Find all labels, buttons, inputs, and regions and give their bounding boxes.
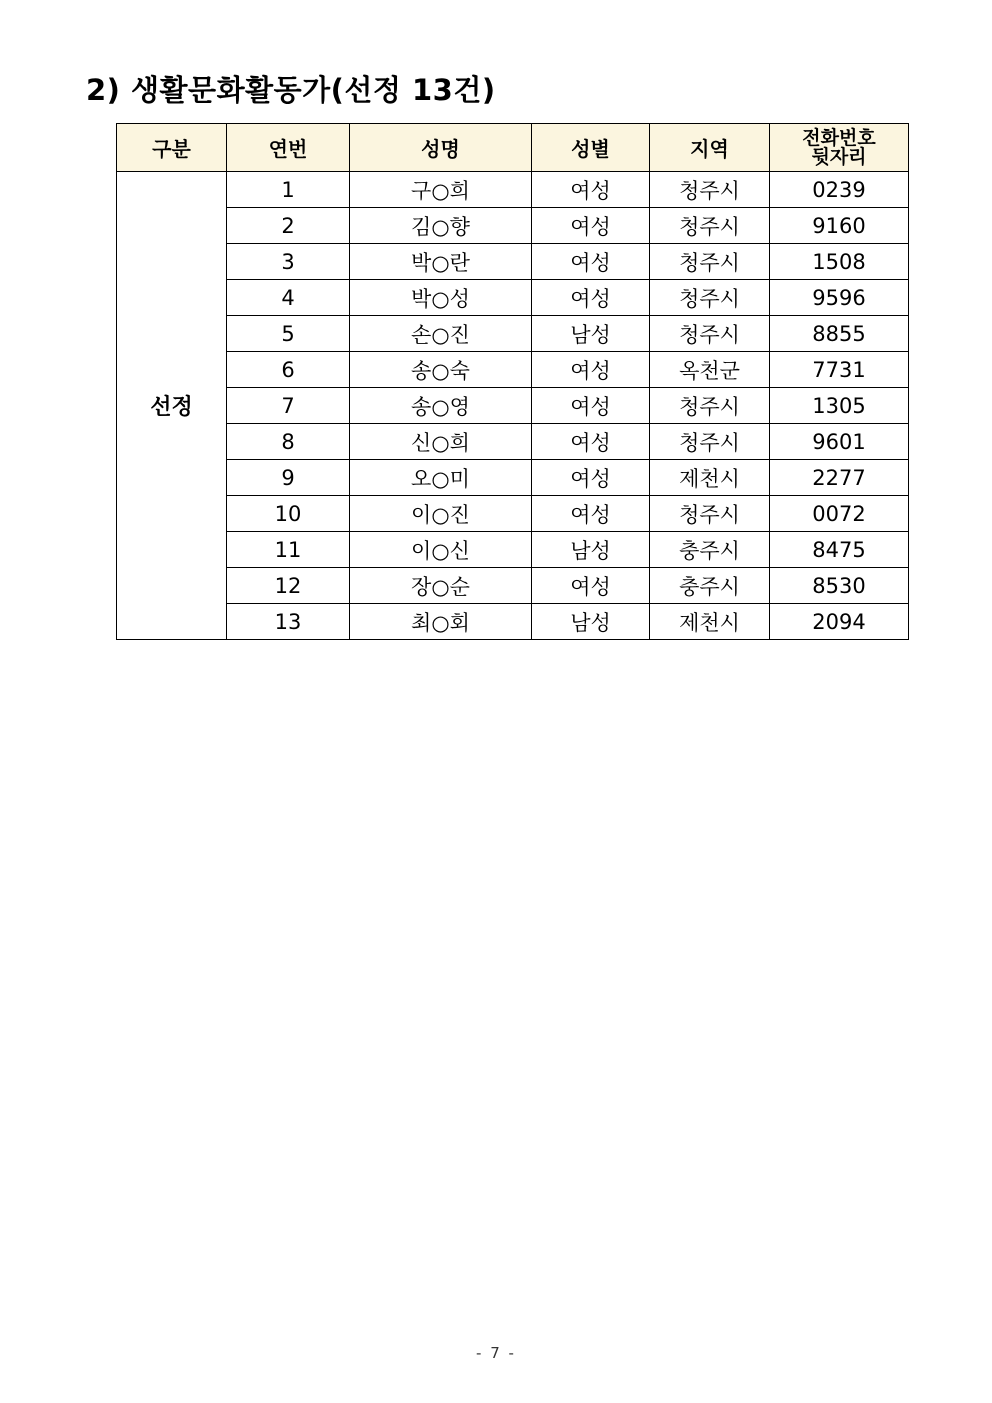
cell-region: 충주시 — [650, 532, 770, 568]
cell-region: 청주시 — [650, 280, 770, 316]
cell-phone: 2277 — [770, 460, 909, 496]
cell-region: 충주시 — [650, 568, 770, 604]
cell-region: 청주시 — [650, 424, 770, 460]
cell-region: 제천시 — [650, 604, 770, 640]
cell-number: 13 — [227, 604, 350, 640]
cell-phone: 7731 — [770, 352, 909, 388]
cell-phone: 0072 — [770, 496, 909, 532]
cell-phone: 1508 — [770, 244, 909, 280]
cell-gender: 남성 — [532, 316, 650, 352]
header-number: 연번 — [227, 124, 350, 172]
cell-name: 이○진 — [350, 496, 532, 532]
cell-name: 장○순 — [350, 568, 532, 604]
cell-number: 2 — [227, 208, 350, 244]
cell-phone: 1305 — [770, 388, 909, 424]
table-row — [117, 280, 909, 316]
cell-phone: 9596 — [770, 280, 909, 316]
cell-number: 5 — [227, 316, 350, 352]
cell-number: 12 — [227, 568, 350, 604]
cell-phone: 0239 — [770, 172, 909, 208]
table-row — [117, 496, 909, 532]
table-row — [117, 568, 909, 604]
cell-gender: 여성 — [532, 280, 650, 316]
cell-number: 1 — [227, 172, 350, 208]
cell-region: 청주시 — [650, 208, 770, 244]
cell-gender: 여성 — [532, 208, 650, 244]
page-number: - 7 - — [476, 1344, 516, 1362]
cell-name: 박○성 — [350, 280, 532, 316]
cell-number: 11 — [227, 532, 350, 568]
cell-name: 이○신 — [350, 532, 532, 568]
cell-name: 신○희 — [350, 424, 532, 460]
header-region: 지역 — [650, 124, 770, 172]
cell-number: 10 — [227, 496, 350, 532]
cell-name: 박○란 — [350, 244, 532, 280]
table-row — [117, 532, 909, 568]
category-cell: 선정 — [117, 172, 227, 640]
cell-phone: 8855 — [770, 316, 909, 352]
cell-gender: 여성 — [532, 244, 650, 280]
table-row — [117, 172, 909, 208]
cell-region: 청주시 — [650, 316, 770, 352]
table-row — [117, 352, 909, 388]
cell-name: 손○진 — [350, 316, 532, 352]
cell-name: 최○회 — [350, 604, 532, 640]
cell-phone: 8475 — [770, 532, 909, 568]
header-phone — [770, 124, 909, 172]
header-phone-line2: 뒷자리 — [811, 145, 867, 168]
cell-region: 청주시 — [650, 244, 770, 280]
table-row — [117, 244, 909, 280]
header-gender: 성별 — [532, 124, 650, 172]
cell-number: 7 — [227, 388, 350, 424]
cell-region: 청주시 — [650, 172, 770, 208]
cell-gender: 남성 — [532, 604, 650, 640]
cell-gender: 여성 — [532, 424, 650, 460]
header-phone-line1: 전화번호 — [802, 126, 876, 149]
cell-phone: 2094 — [770, 604, 909, 640]
cell-name: 김○향 — [350, 208, 532, 244]
cell-number: 3 — [227, 244, 350, 280]
cell-name: 구○희 — [350, 172, 532, 208]
cell-name: 송○영 — [350, 388, 532, 424]
cell-region: 제천시 — [650, 460, 770, 496]
table-row — [117, 388, 909, 424]
section-heading: 2) 생활문화활동가(선정 13건) — [86, 73, 496, 107]
cell-region: 청주시 — [650, 388, 770, 424]
header-name: 성명 — [350, 124, 532, 172]
cell-gender: 여성 — [532, 172, 650, 208]
cell-number: 4 — [227, 280, 350, 316]
header-category: 구분 — [117, 124, 227, 172]
cell-phone: 9601 — [770, 424, 909, 460]
cell-gender: 여성 — [532, 496, 650, 532]
cell-gender: 여성 — [532, 352, 650, 388]
table-row — [117, 460, 909, 496]
cell-gender: 여성 — [532, 460, 650, 496]
cell-phone: 8530 — [770, 568, 909, 604]
cell-number: 9 — [227, 460, 350, 496]
cell-gender: 여성 — [532, 388, 650, 424]
cell-region: 옥천군 — [650, 352, 770, 388]
table-header-row — [117, 124, 909, 172]
cell-region: 청주시 — [650, 496, 770, 532]
table-body — [117, 172, 909, 640]
cell-name: 오○미 — [350, 460, 532, 496]
cell-gender: 여성 — [532, 568, 650, 604]
cell-name: 송○숙 — [350, 352, 532, 388]
table-row — [117, 424, 909, 460]
cell-number: 6 — [227, 352, 350, 388]
selection-table — [116, 123, 909, 640]
cell-phone: 9160 — [770, 208, 909, 244]
table-row — [117, 316, 909, 352]
cell-gender: 남성 — [532, 532, 650, 568]
table-row — [117, 604, 909, 640]
table-row — [117, 208, 909, 244]
cell-number: 8 — [227, 424, 350, 460]
